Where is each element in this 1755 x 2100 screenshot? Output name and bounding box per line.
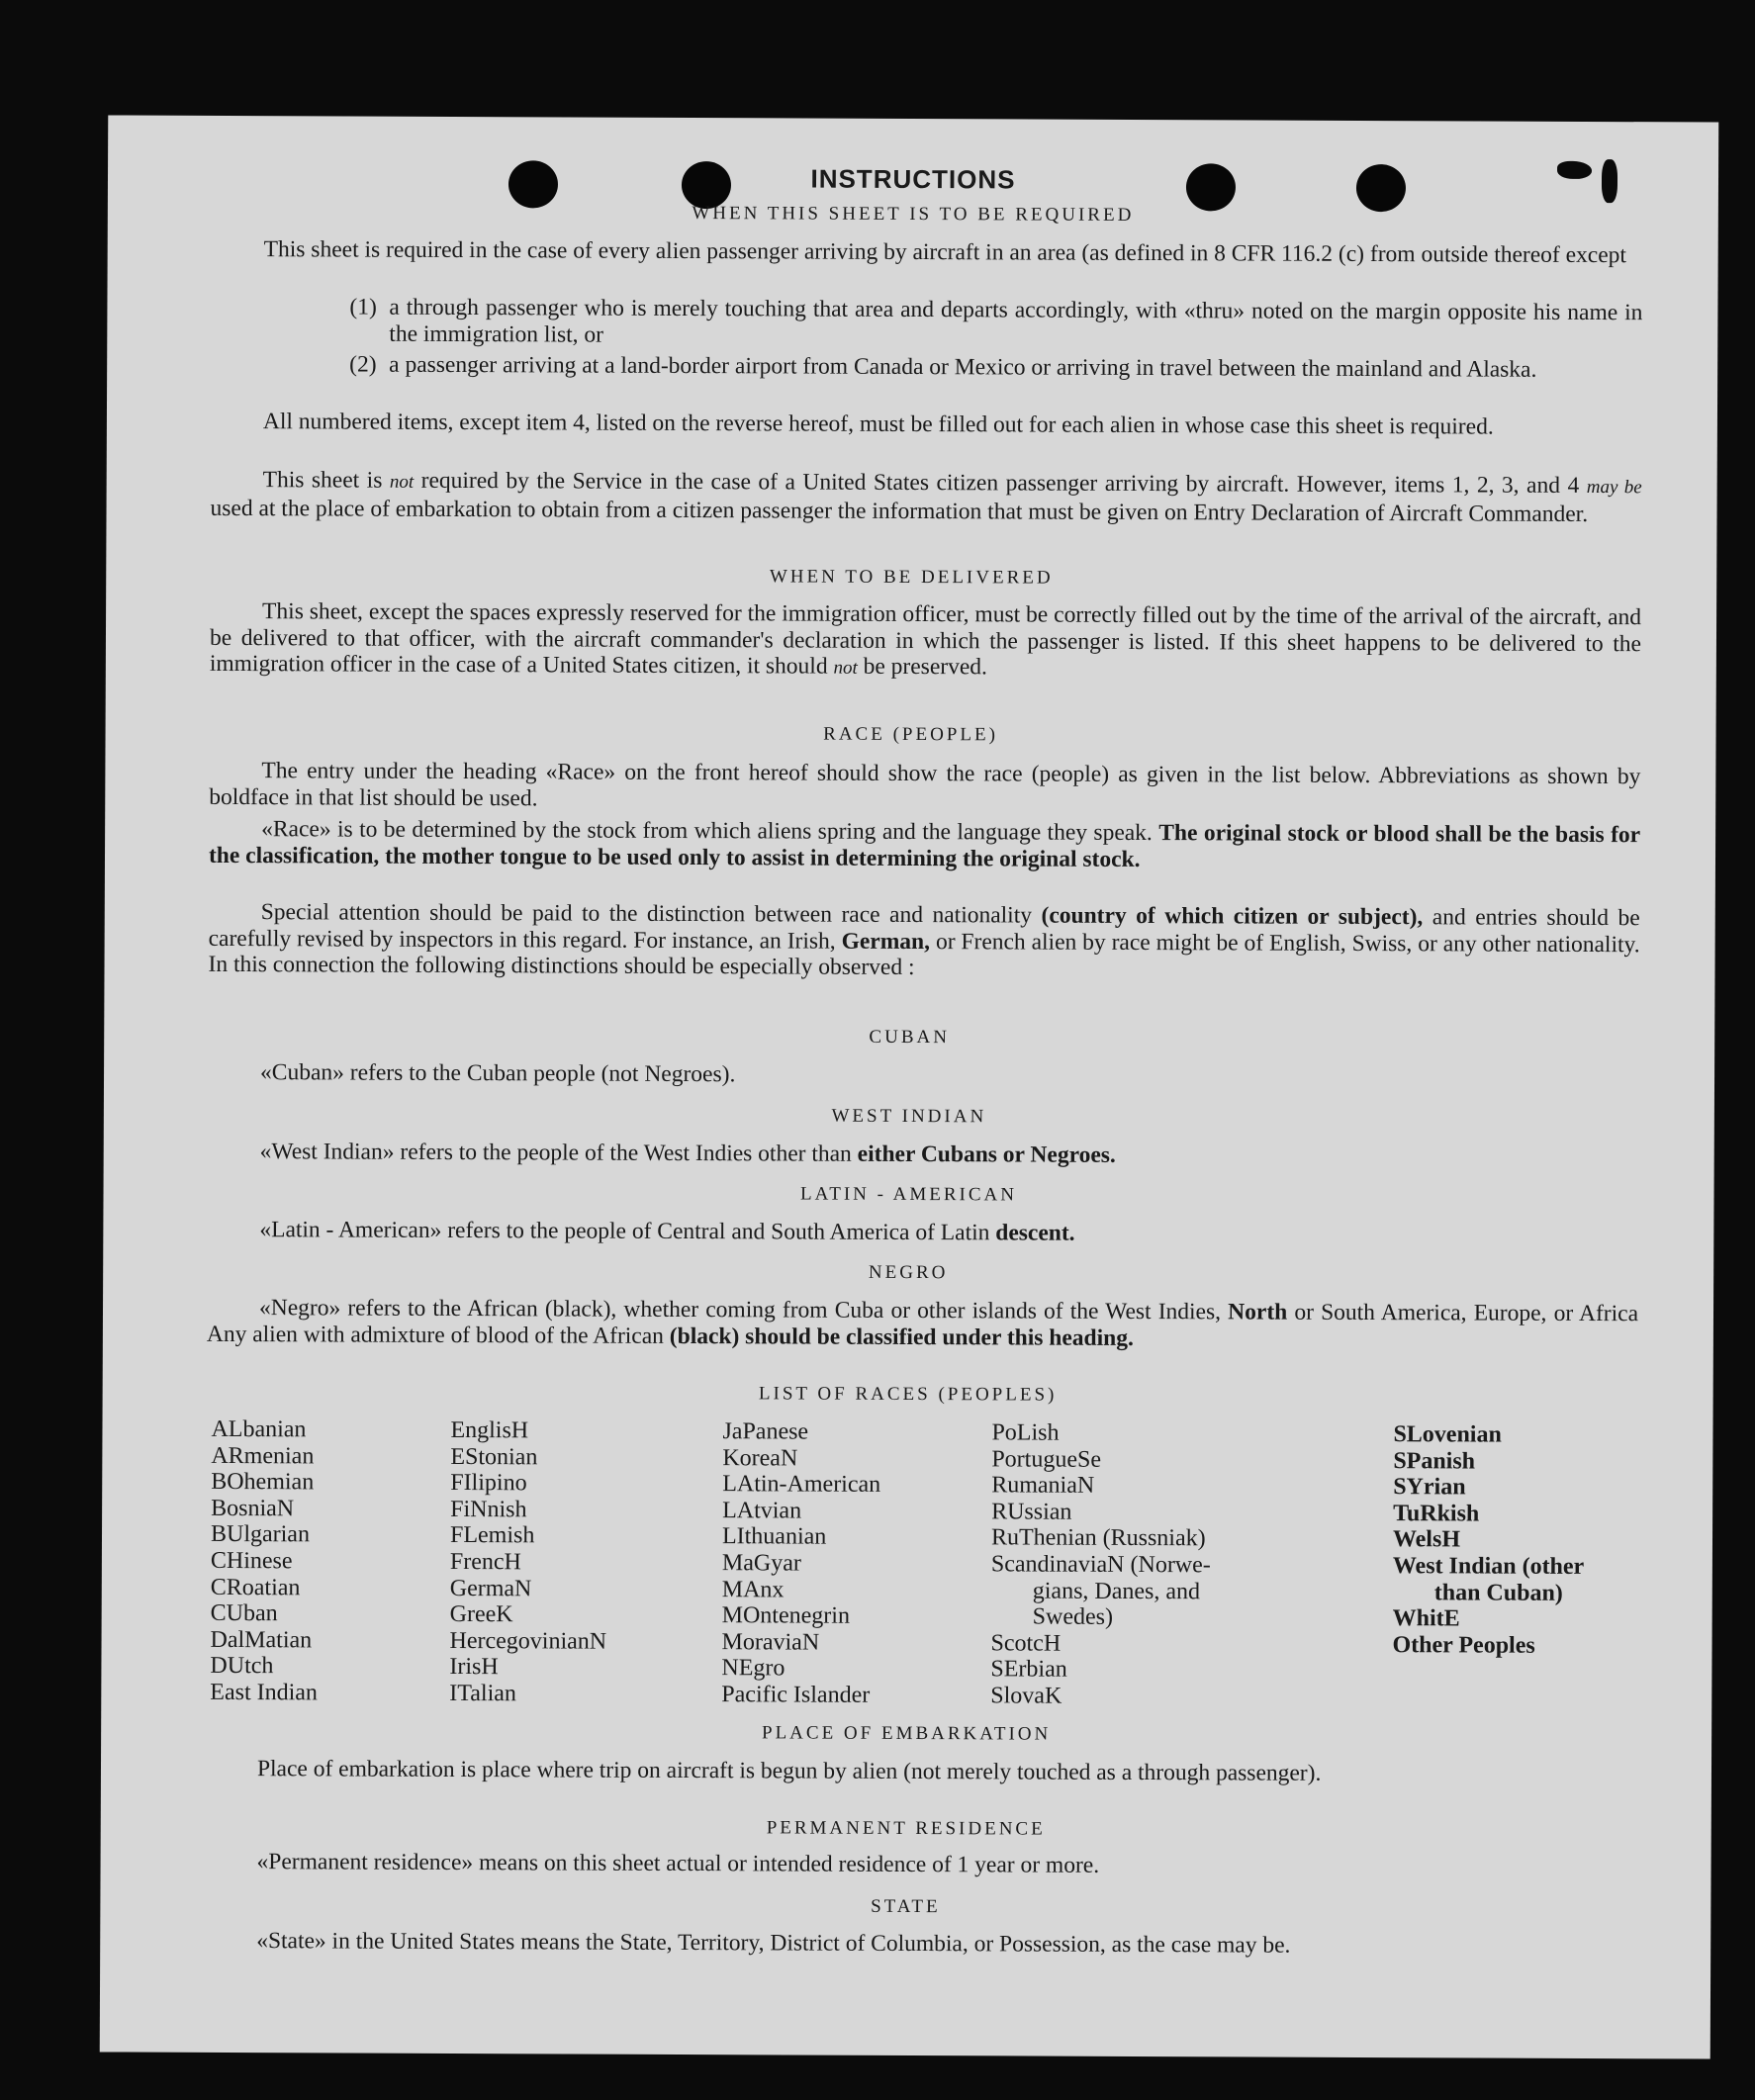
italic-text: may be: [1586, 476, 1642, 499]
race-list-item: RuThenian (Russniak): [990, 1524, 1206, 1552]
race-list-item: WhitE: [1392, 1605, 1460, 1632]
bold-text: (black) should be classified under this heading.: [669, 1323, 1134, 1351]
paragraph-citizen: [210, 467, 1641, 527]
heading-required: WHEN THIS SHEET IS TO BE REQUIRED: [692, 203, 1135, 226]
heading-negro: NEGRO: [868, 1261, 949, 1284]
heading-latin-american: LATIN - AMERICAN: [799, 1183, 1018, 1206]
heading-state: STATE: [871, 1895, 941, 1918]
race-list-item: ARmenian: [211, 1442, 315, 1469]
race-list-item: ScotcH: [990, 1630, 1062, 1657]
race-list-item: Other Peoples: [1392, 1631, 1535, 1659]
item-text: a through passenger who is merely touching that area and departs accordingly, with «thru» noted on the margin opposite his name in the immigration list, or: [389, 294, 1643, 348]
bold-text: North: [1228, 1299, 1288, 1325]
paragraph-west-indian: [208, 1139, 1639, 1171]
heading-list-of-races: LIST OF RACES (PEOPLES): [758, 1383, 1058, 1406]
race-list-item: CHinese: [210, 1547, 293, 1575]
list-item-1: [349, 295, 1642, 353]
race-list-item: MOntenegrin: [721, 1602, 851, 1629]
race-list-item: LAtvian: [722, 1497, 802, 1524]
heading-permanent-residence: PERMANENT RESIDENCE: [766, 1817, 1046, 1840]
race-list-item: ITalian: [449, 1680, 517, 1707]
race-list-item: FIlipino: [450, 1470, 527, 1497]
race-list-item: West Indian (other: [1392, 1553, 1585, 1580]
race-list-item: FiNnish: [450, 1496, 527, 1523]
text: and entries should be carefully revised by inspectors in this regard. For instance, an Irish,: [208, 904, 1640, 955]
race-list-item: LIthuanian: [721, 1523, 827, 1551]
paragraph-negro: [207, 1295, 1638, 1353]
text: be preserved.: [863, 653, 987, 681]
race-list-item: BosniaN: [211, 1495, 295, 1522]
heading-delivered: WHEN TO BE DELIVERED: [769, 566, 1054, 589]
race-list-item: LAtin-American: [722, 1471, 881, 1499]
paragraph-delivered: [210, 598, 1641, 685]
race-list-item: CRoatian: [210, 1574, 301, 1600]
race-list-item: GreeK: [449, 1601, 513, 1628]
paragraph-latin-american: [207, 1217, 1638, 1249]
text: or South America, Europe, or Africa Any alien with admixture of blood of the African: [206, 1299, 1639, 1349]
text: required by the Service in the case of a United States citizen passenger arriving by aircraft. However, items 1, 2, 3, and 4: [420, 467, 1580, 499]
bold-text: (country of which citizen or subject),: [1041, 902, 1424, 931]
race-list-item: JaPanese: [722, 1418, 809, 1445]
paragraph-permanent-residence: «Permanent residence» means on this sheet actual or intended residence of 1 year or more.: [256, 1849, 1100, 1878]
race-list-item: SYrian: [1393, 1474, 1466, 1501]
race-list-item: EnglisH: [450, 1416, 529, 1444]
race-list-item: ScandinaviaN (Norwe-: [990, 1551, 1211, 1579]
race-list-item: FrencH: [449, 1548, 521, 1576]
text: «Latin - American» refers to the people of Central and South America of Latin: [259, 1217, 990, 1246]
race-list-item: EStonian: [450, 1443, 538, 1470]
race-list-item: than Cuban): [1433, 1579, 1563, 1606]
race-list-item: ALbanian: [211, 1415, 307, 1443]
paragraph-embarkation: Place of embarkation is place where trip on aircraft is begun by alien (not merely touched as a through passenger).: [256, 1756, 1322, 1786]
paragraph-numbered-items: All numbered items, except item 4, listed on the reverse hereof, must be filled out for each alien in whose case this sheet is required.: [262, 409, 1494, 440]
race-list-item: IrisH: [449, 1654, 499, 1681]
item-number: (1): [349, 294, 377, 320]
race-list-item: SErbian: [990, 1656, 1067, 1684]
bold-text: The original stock or blood shall be the basis for the classification, the mother tongue to be used only to assist in determining the original stock.: [208, 820, 1641, 872]
text: This sheet is: [262, 467, 383, 494]
text: «Race» is to be determined by the stock from which aliens spring and the language they speak.: [261, 816, 1153, 847]
race-list-item: BOhemian: [211, 1469, 315, 1496]
heading-race: RACE (PEOPLE): [823, 723, 998, 746]
italic-text: not: [833, 657, 858, 679]
race-list-item: GermaN: [449, 1575, 532, 1601]
paragraph-race-stock: [209, 816, 1640, 874]
text: «West Indian» refers to the people of the West Indies other than: [259, 1139, 852, 1167]
race-list-item: BUlgarian: [210, 1521, 311, 1548]
race-list-item: MAnx: [721, 1576, 785, 1603]
text: or French alien by race might be of English, Swiss, or any other nationality. In this connection the following distinctions should be especially observed :: [208, 928, 1640, 981]
race-list-item: PoLish: [991, 1419, 1060, 1446]
race-list-item: RUssian: [991, 1499, 1072, 1525]
race-list-item: SlovaK: [990, 1683, 1062, 1709]
race-list-item: gians, Danes, and: [1032, 1578, 1201, 1604]
paragraph-cuban: «Cuban» refers to the Cuban people (not Negroes).: [260, 1059, 736, 1088]
race-list-item: MaGyar: [721, 1550, 801, 1577]
race-column-5: [1392, 1421, 1584, 1659]
race-list-item: SPanish: [1393, 1447, 1476, 1475]
heading-west-indian: WEST INDIAN: [831, 1105, 987, 1128]
bold-text: either Cubans or Negroes.: [857, 1141, 1116, 1168]
race-column-1: [210, 1416, 319, 1706]
item-number: (2): [349, 351, 377, 378]
list-item-2: [349, 352, 1642, 384]
text: used at the place of embarkation to obtain from a citizen passenger the information that must be given on Entry Declaration of Aircraft Commander.: [210, 495, 1589, 527]
race-column-3: [721, 1418, 880, 1708]
race-list-item: CUban: [210, 1600, 278, 1627]
race-list-item: PortugueSe: [991, 1445, 1102, 1473]
item-text: a passenger arriving at a land-border airport from Canada or Mexico or arriving in travel between the mainland and Alaska.: [389, 351, 1537, 383]
race-list-item: KoreaN: [722, 1444, 798, 1472]
race-list-item: East Indian: [210, 1679, 319, 1706]
paragraph-state: «State» in the United States means the State, Territory, District of Columbia, or Possession, as the case may be.: [256, 1928, 1291, 1959]
race-list-item: MoraviaN: [721, 1628, 820, 1656]
race-list-item: HercegovinianN: [449, 1627, 607, 1655]
instruction-sheet: [100, 115, 1719, 2058]
race-column-4: [990, 1419, 1211, 1709]
text: «Negro» refers to the African (black), whether coming from Cuba or other islands of the West Indies,: [258, 1295, 1222, 1325]
text: Special attention should be paid to the distinction between race and nationality: [260, 899, 1033, 929]
race-list-item: DalMatian: [210, 1626, 313, 1654]
bold-text: German,: [841, 928, 931, 955]
paragraph-race-entry: The entry under the heading «Race» on the front hereof should show the race (people) as given in the list below. Abbreviations as shown by boldface in that list should be used.: [209, 758, 1641, 811]
page-title: INSTRUCTIONS: [810, 163, 1016, 195]
race-list-item: RumaniaN: [991, 1472, 1095, 1500]
paragraph-required: This sheet is required in the case of every alien passenger arriving by aircraft in an area (as defined in 8 CFR 116.2 (c) from outside thereof except: [263, 236, 1627, 269]
heading-embarkation: PLACE OF EMBARKATION: [761, 1722, 1052, 1745]
italic-text: not: [389, 471, 415, 493]
race-list-item: Pacific Islander: [721, 1682, 871, 1708]
bold-text: descent.: [995, 1220, 1075, 1246]
race-list-item: DUtch: [210, 1653, 274, 1680]
race-list-item: NEgro: [721, 1655, 785, 1682]
race-list-item: TuRkish: [1393, 1500, 1480, 1527]
race-list-item: FLemish: [449, 1522, 535, 1549]
race-list-item: SLovenian: [1393, 1421, 1502, 1448]
race-list-item: Swedes): [1032, 1603, 1114, 1631]
race-column-2: [449, 1417, 607, 1707]
heading-cuban: CUBAN: [869, 1026, 951, 1049]
paragraph-race-nationality: [208, 899, 1639, 984]
text: This sheet, except the spaces expressly reserved for the immigration officer, must be correctly filled out by the time of the arrival of the aircraft, and be delivered to that officer, with the aircraft commander's declaration in which the passenger is listed. If this sheet happens to be delivered to the immigration officer in the case of a United States citizen, it should: [209, 598, 1642, 680]
race-list-item: WelsH: [1392, 1526, 1461, 1553]
